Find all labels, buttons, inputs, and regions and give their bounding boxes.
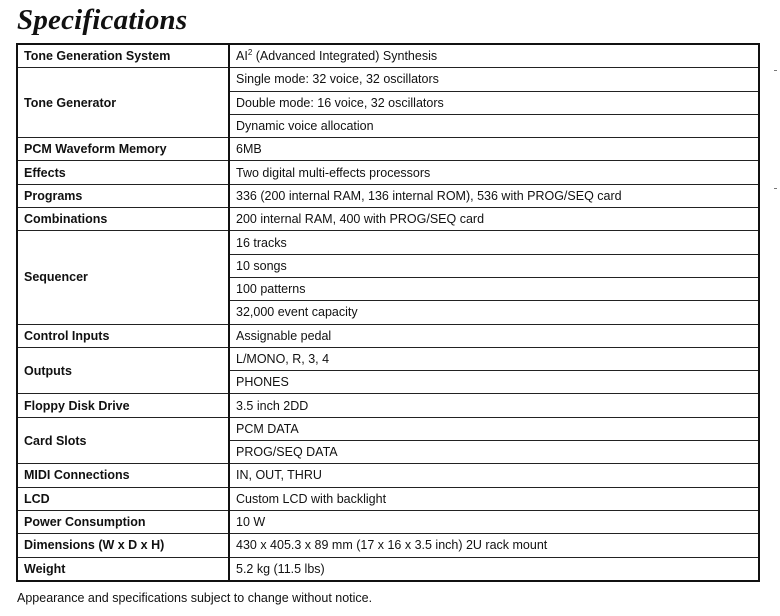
- table-row: [17, 184, 759, 207]
- spec-value: 10 W: [229, 510, 759, 533]
- spec-label: Card Slots: [17, 417, 229, 464]
- table-row: [17, 417, 759, 440]
- table-row: [17, 68, 759, 91]
- spec-label: Tone Generator: [17, 68, 229, 138]
- spec-label: Dimensions (W x D x H): [17, 534, 229, 557]
- specifications-table: [16, 43, 760, 582]
- spec-value: L/MONO, R, 3, 4: [229, 347, 759, 370]
- spec-label: Tone Generation System: [17, 44, 229, 68]
- footnote: Appearance and specifications subject to change without notice.: [17, 591, 373, 605]
- spec-value: 100 patterns: [229, 277, 759, 300]
- spec-label: MIDI Connections: [17, 464, 229, 487]
- page-title: Specifications: [17, 4, 188, 36]
- spec-value: 16 tracks: [229, 231, 759, 254]
- spec-value: Two digital multi-effects processors: [229, 161, 759, 184]
- table-row: [17, 487, 759, 510]
- table-row: [17, 324, 759, 347]
- spec-value: 200 internal RAM, 400 with PROG/SEQ card: [229, 208, 759, 231]
- spec-label: Outputs: [17, 347, 229, 394]
- spec-value: 32,000 event capacity: [229, 301, 759, 324]
- spec-value: 430 x 405.3 x 89 mm (17 x 16 x 3.5 inch) 2U rack mount: [229, 534, 759, 557]
- table-row: [17, 394, 759, 417]
- spec-value: 6MB: [229, 138, 759, 161]
- spec-value-text: (Advanced Integrated) Synthesis: [252, 49, 438, 64]
- spec-value: Assignable pedal: [229, 324, 759, 347]
- spec-value: Dynamic voice allocation: [229, 114, 759, 137]
- spec-value: PCM DATA: [229, 417, 759, 440]
- spec-value: PROG/SEQ DATA: [229, 441, 759, 464]
- spec-value-text: AI: [236, 49, 248, 64]
- spec-value: Custom LCD with backlight: [229, 487, 759, 510]
- spec-value: PHONES: [229, 371, 759, 394]
- spec-label: Weight: [17, 557, 229, 581]
- table-row: [17, 534, 759, 557]
- spec-label: Power Consumption: [17, 510, 229, 533]
- spec-label: Effects: [17, 161, 229, 184]
- spec-value: 336 (200 internal RAM, 136 internal ROM), 536 with PROG/SEQ card: [229, 184, 759, 207]
- table-row: [17, 231, 759, 254]
- table-row: [17, 347, 759, 370]
- table-row: [17, 44, 759, 68]
- spec-value: IN, OUT, THRU: [229, 464, 759, 487]
- scan-mark: [774, 188, 777, 189]
- spec-label: Sequencer: [17, 231, 229, 324]
- spec-value: 3.5 inch 2DD: [229, 394, 759, 417]
- spec-value: [229, 44, 759, 68]
- table-row: [17, 464, 759, 487]
- spec-value: Single mode: 32 voice, 32 oscillators: [229, 68, 759, 91]
- spec-label: Programs: [17, 184, 229, 207]
- spec-label: LCD: [17, 487, 229, 510]
- spec-label: Combinations: [17, 208, 229, 231]
- table-row: [17, 138, 759, 161]
- table-row: [17, 161, 759, 184]
- spec-value: Double mode: 16 voice, 32 oscillators: [229, 91, 759, 114]
- table-row: [17, 510, 759, 533]
- spec-value: 5.2 kg (11.5 lbs): [229, 557, 759, 581]
- spec-label: Floppy Disk Drive: [17, 394, 229, 417]
- spec-label: PCM Waveform Memory: [17, 138, 229, 161]
- spec-value: 10 songs: [229, 254, 759, 277]
- table-row: [17, 557, 759, 581]
- scan-mark: [774, 70, 777, 71]
- superscript: 2: [247, 48, 253, 58]
- table-row: [17, 208, 759, 231]
- spec-label: Control Inputs: [17, 324, 229, 347]
